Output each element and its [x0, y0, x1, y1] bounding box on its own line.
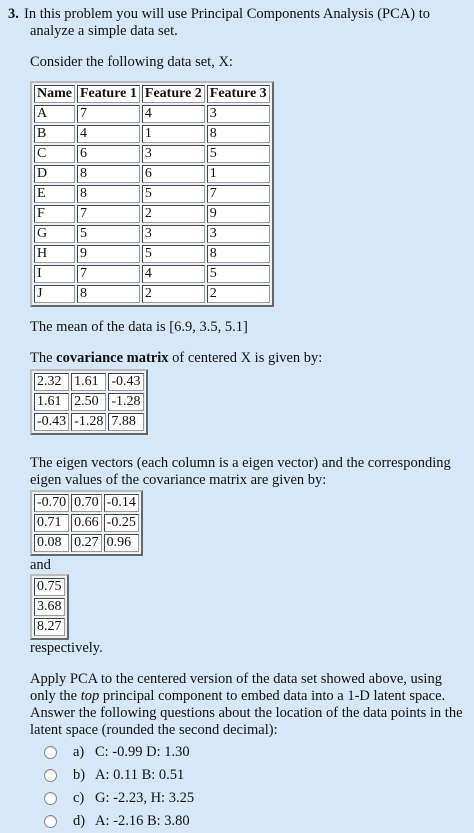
- instr-pre: only the: [30, 688, 81, 704]
- and-text: and: [30, 557, 51, 573]
- dataset-cell: 6: [77, 145, 140, 163]
- dataset-cell: B: [34, 125, 75, 143]
- covariance-cell: 2.50: [71, 393, 106, 411]
- dataset-cell: 7: [207, 185, 270, 203]
- answer-option[interactable]: [30, 764, 464, 787]
- dataset-cell: E: [34, 185, 75, 203]
- respectively-text: respectively.: [30, 640, 103, 656]
- covariance-cell: 2.32: [34, 373, 69, 391]
- dataset-cell: 5: [207, 145, 270, 163]
- eigen-text-1: The eigen vectors (each column is a eigen vector) and the corresponding: [30, 455, 451, 471]
- dataset-row: [34, 265, 270, 283]
- option-letter: a): [73, 744, 85, 760]
- dataset-cell: 5: [77, 225, 140, 243]
- covariance-cell: -1.28: [71, 413, 106, 431]
- eigenvalue-cell: 8.27: [34, 618, 65, 636]
- dataset-row: [34, 225, 270, 243]
- answer-options: [30, 741, 464, 833]
- eigenvectors-table: [30, 490, 143, 556]
- radio-button[interactable]: [44, 769, 57, 782]
- eigenvector-row: [34, 534, 139, 552]
- covariance-matrix-table: [30, 369, 148, 435]
- option-letter: b): [73, 767, 86, 783]
- dataset-cell: 4: [142, 105, 205, 123]
- covariance-cell: 1.61: [34, 393, 69, 411]
- dataset-cell: 8: [207, 125, 270, 143]
- radio-button[interactable]: [44, 792, 57, 805]
- dataset-header-cell: Feature 1: [77, 85, 140, 103]
- dataset-cell: 3: [207, 105, 270, 123]
- eigenvector-cell: -0.70: [34, 494, 69, 512]
- eigenvalues-table: [30, 574, 69, 640]
- dataset-row: [34, 205, 270, 223]
- dataset-cell: 3: [142, 225, 205, 243]
- cov-text-before: The: [30, 350, 57, 366]
- radio-button[interactable]: [44, 815, 57, 828]
- eigenvalue-row: [34, 578, 65, 596]
- eigenvalue-row: [34, 598, 65, 616]
- covariance-row: [34, 393, 144, 411]
- answer-option[interactable]: [30, 741, 464, 764]
- dataset-cell: H: [34, 245, 75, 263]
- option-text: A: 0.11 B: 0.51: [95, 767, 185, 783]
- eigenvector-cell: 0.08: [34, 534, 69, 552]
- question-number: 3.: [8, 6, 19, 22]
- covariance-cell: 1.61: [71, 373, 106, 391]
- dataset-cell: 7: [77, 265, 140, 283]
- covariance-cell: -0.43: [108, 373, 143, 391]
- instructions-line-1: Apply PCA to the centered version of the data set showed above, using: [30, 671, 442, 687]
- dataset-cell: 5: [207, 265, 270, 283]
- eigenvalue-row: [34, 618, 65, 636]
- instr-italic-top: top: [80, 688, 100, 704]
- dataset-cell: I: [34, 265, 75, 283]
- answer-option[interactable]: [30, 810, 464, 833]
- option-text: G: -2.23, H: 3.25: [95, 790, 195, 806]
- dataset-cell: 8: [77, 285, 140, 303]
- eigenvector-cell: -0.14: [104, 494, 139, 512]
- dataset-cell: 6: [142, 165, 205, 183]
- eigenvector-cell: 0.71: [34, 514, 69, 532]
- question-intro: [8, 6, 464, 23]
- dataset-cell: 3: [207, 225, 270, 243]
- intro-line-2: analyze a simple data set.: [30, 23, 178, 39]
- covariance-row: [34, 413, 144, 431]
- covariance-row: [34, 373, 144, 391]
- dataset-header-row: [34, 85, 270, 103]
- option-letter: c): [73, 790, 85, 806]
- dataset-row: [34, 165, 270, 183]
- dataset-cell: F: [34, 205, 75, 223]
- eigenvector-cell: 0.66: [71, 514, 102, 532]
- dataset-cell: 1: [207, 165, 270, 183]
- covariance-text: [30, 350, 464, 367]
- dataset-cell: 5: [142, 185, 205, 203]
- dataset-cell: 2: [207, 285, 270, 303]
- dataset-cell: 2: [142, 205, 205, 223]
- dataset-cell: D: [34, 165, 75, 183]
- eigenvector-cell: 0.96: [104, 534, 139, 552]
- dataset-cell: 1: [142, 125, 205, 143]
- dataset-cell: 5: [142, 245, 205, 263]
- dataset-row: [34, 285, 270, 303]
- covariance-cell: -1.28: [108, 393, 143, 411]
- eigenvector-cell: 0.70: [71, 494, 102, 512]
- covariance-cell: 7.88: [108, 413, 143, 431]
- instr-post: principal component to embed data into a 1-D latent space.: [99, 688, 446, 704]
- dataset-cell: G: [34, 225, 75, 243]
- eigenvalue-cell: 0.75: [34, 578, 65, 596]
- instructions-line-3: Answer the following questions about the location of the data points in the: [30, 705, 463, 721]
- dataset-header-cell: Name: [34, 85, 75, 103]
- consider-text: Consider the following data set, X:: [30, 54, 233, 70]
- eigenvector-row: [34, 514, 139, 532]
- eigenvector-cell: 0.27: [71, 534, 102, 552]
- dataset-header-cell: Feature 2: [142, 85, 205, 103]
- covariance-cell: -0.43: [34, 413, 69, 431]
- option-text: A: -2.16 B: 3.80: [95, 813, 190, 829]
- dataset-row: [34, 125, 270, 143]
- dataset-cell: 9: [77, 245, 140, 263]
- intro-line-1: In this problem you will use Principal Components Analysis (PCA) to: [24, 6, 430, 22]
- dataset-cell: 3: [142, 145, 205, 163]
- dataset-cell: 8: [77, 165, 140, 183]
- dataset-cell: 7: [77, 105, 140, 123]
- dataset-row: [34, 185, 270, 203]
- dataset-cell: C: [34, 145, 75, 163]
- option-letter: d): [73, 813, 86, 829]
- answer-option[interactable]: [30, 787, 464, 810]
- mean-text: The mean of the data is [6.9, 3.5, 5.1]: [30, 319, 248, 335]
- eigenvector-row: [34, 494, 139, 512]
- dataset-cell: 2: [142, 285, 205, 303]
- dataset-row: [34, 245, 270, 263]
- dataset-cell: 9: [207, 205, 270, 223]
- dataset-header-cell: Feature 3: [207, 85, 270, 103]
- instructions-line-2: [30, 688, 464, 705]
- dataset-cell: 8: [77, 185, 140, 203]
- dataset-row: [34, 145, 270, 163]
- option-text: C: -0.99 D: 1.30: [95, 744, 190, 760]
- instructions-line-4: latent space (rounded the second decimal):: [30, 722, 278, 738]
- cov-text-bold: covariance matrix: [56, 350, 169, 366]
- eigenvalue-cell: 3.68: [34, 598, 65, 616]
- dataset-cell: 4: [77, 125, 140, 143]
- eigenvector-cell: -0.25: [104, 514, 139, 532]
- dataset-cell: A: [34, 105, 75, 123]
- dataset-cell: 4: [142, 265, 205, 283]
- dataset-cell: 8: [207, 245, 270, 263]
- radio-button[interactable]: [44, 746, 57, 759]
- dataset-cell: J: [34, 285, 75, 303]
- eigen-text-2: eigen values of the covariance matrix are given by:: [30, 472, 327, 488]
- dataset-cell: 7: [77, 205, 140, 223]
- cov-text-after: of centered X is given by:: [168, 350, 323, 366]
- dataset-table: [30, 81, 274, 307]
- dataset-row: [34, 105, 270, 123]
